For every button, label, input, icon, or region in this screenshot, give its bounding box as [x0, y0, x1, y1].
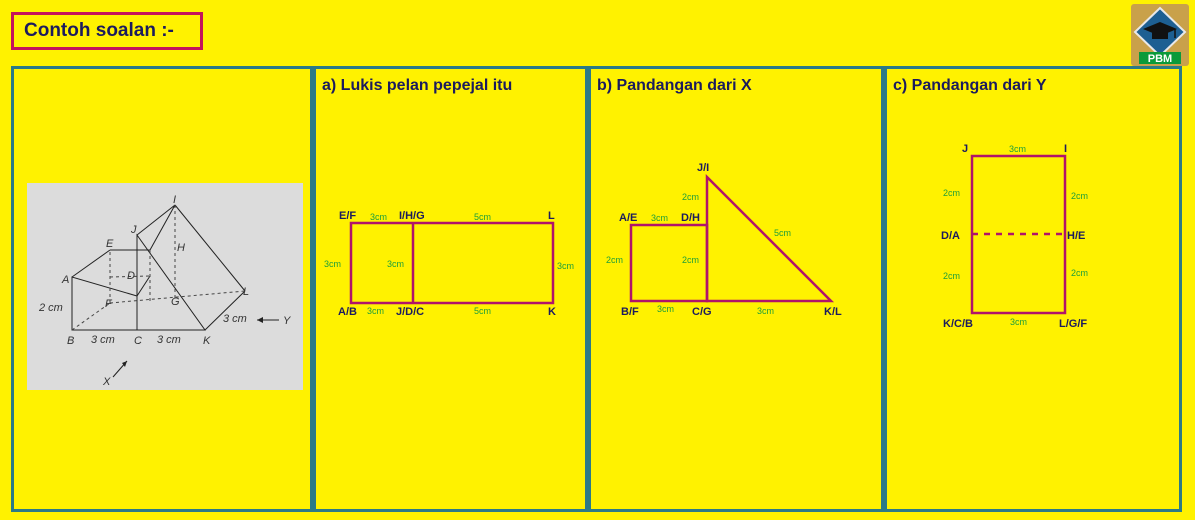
plan-title: a) Lukis pelan pepejal itu: [322, 77, 513, 94]
solid-panel: [11, 66, 313, 512]
view-x-dim-upper: 2cm: [682, 192, 700, 202]
view-y-label-da: D/A: [941, 230, 960, 242]
view-x-label-cg: C/G: [692, 306, 712, 318]
vertex-h: H: [177, 242, 185, 254]
view-y-title: c) Pandangan dari Y: [893, 77, 1047, 94]
view-y-label: Y: [283, 315, 291, 327]
view-y-label-lgf: L/G/F: [1059, 318, 1088, 330]
view-x-label-ae: A/E: [619, 212, 638, 224]
plan-dim-right: 3cm: [557, 261, 575, 271]
view-x-label-ji: J/I: [697, 162, 710, 174]
view-x-dim-top: 3cm: [651, 213, 669, 223]
vertex-l: L: [243, 286, 250, 298]
view-x-triangle: [707, 177, 831, 301]
view-x-dim-mid: 2cm: [682, 255, 700, 265]
view-y-panel: [884, 66, 1182, 512]
vertex-k: K: [203, 335, 211, 347]
plan-dim-bot1: 3cm: [367, 306, 385, 316]
vertex-g: G: [171, 296, 180, 308]
view-y-label-he: H/E: [1067, 230, 1086, 242]
plan-label-k: K: [548, 306, 556, 318]
view-y-label-j: J: [962, 143, 969, 155]
vertex-j: J: [131, 224, 137, 236]
view-y-diagram: [887, 69, 1185, 515]
view-y-dim-ur: 2cm: [1071, 191, 1089, 201]
view-x-label-dh: D/H: [681, 212, 700, 224]
view-y-dim-ul: 2cm: [943, 188, 961, 198]
vertex-b: B: [67, 335, 75, 347]
page-title: Contoh soalan :-: [11, 12, 203, 50]
plan-panel: [313, 66, 588, 512]
plan-dim-top2: 5cm: [474, 212, 492, 222]
plan-dim-bot2: 5cm: [474, 306, 492, 316]
dim-kl: 3 cm: [223, 313, 247, 325]
plan-label-ef: E/F: [339, 210, 357, 222]
arrow-x-icon: [113, 361, 127, 377]
plan-dim-top1: 3cm: [370, 212, 388, 222]
logo-text: PBM: [1147, 53, 1173, 65]
vertex-a: A: [62, 274, 70, 286]
view-x-dim-hyp: 5cm: [774, 228, 792, 238]
plan-label-l: L: [548, 210, 555, 222]
plan-outline: [351, 223, 553, 303]
dim-height: 2 cm: [39, 302, 63, 314]
view-y-dim-bot: 3cm: [1010, 317, 1028, 327]
view-y-dim-ll: 2cm: [943, 271, 961, 281]
vertex-i: I: [173, 194, 177, 206]
view-y-dim-top: 3cm: [1009, 144, 1027, 154]
plan-dim-left: 3cm: [324, 259, 342, 269]
view-y-dim-lr: 2cm: [1071, 268, 1089, 278]
view-x-dim-left: 2cm: [606, 255, 624, 265]
vertex-d: D: [127, 270, 135, 282]
dim-ck: 3 cm: [157, 334, 181, 346]
view-x-title: b) Pandangan dari X: [597, 77, 752, 94]
view-x-label: X: [103, 376, 111, 388]
view-x-label-kl: K/L: [824, 306, 842, 318]
arrow-y-icon: [257, 317, 279, 323]
solid-figure: [27, 183, 303, 390]
view-x-diagram: [591, 69, 887, 515]
plan-dim-mid: 3cm: [387, 259, 405, 269]
view-x-dim-bot2: 3cm: [757, 306, 775, 316]
pbm-logo: [1131, 4, 1189, 66]
plan-label-jdc: J/D/C: [396, 306, 425, 318]
plan-diagram: [316, 69, 591, 515]
dim-bc: 3 cm: [91, 334, 115, 346]
view-x-panel: [588, 66, 884, 512]
vertex-e: E: [106, 238, 114, 250]
plan-label-ab: A/B: [338, 306, 357, 318]
view-x-dim-bot1: 3cm: [657, 304, 675, 314]
plan-label-ihg: I/H/G: [399, 210, 425, 222]
solid-figure-photo: [27, 183, 303, 390]
view-x-label-bf: B/F: [621, 306, 639, 318]
view-y-label-kcb: K/C/B: [943, 318, 973, 330]
view-y-label-i: I: [1064, 143, 1068, 155]
vertex-c: C: [134, 335, 142, 347]
vertex-f: F: [105, 298, 112, 310]
